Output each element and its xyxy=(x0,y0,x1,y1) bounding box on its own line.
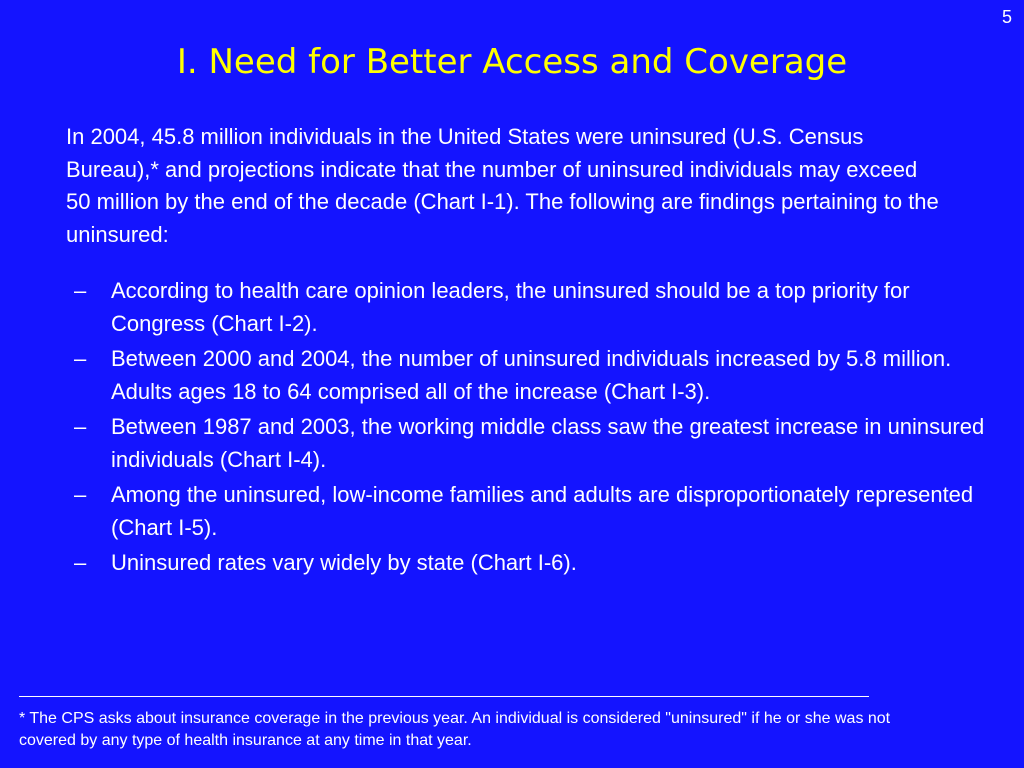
dash-bullet: – xyxy=(74,414,87,439)
slide-number: 5 xyxy=(1001,7,1012,27)
finding-text: Uninsured rates vary widely by state (Chart I-6). xyxy=(111,550,577,575)
finding-item xyxy=(74,275,994,340)
finding-item xyxy=(74,343,994,408)
dash-bullet: – xyxy=(74,278,87,303)
dash-bullet: – xyxy=(74,346,87,371)
finding-item xyxy=(74,411,994,476)
dash-bullet: – xyxy=(74,550,87,575)
finding-item xyxy=(74,479,994,544)
finding-text: Between 1987 and 2003, the working middle class saw the greatest increase in uninsured individuals (Chart I-4). xyxy=(111,414,985,472)
finding-text: Among the uninsured, low-income families and adults are disproportionately represented (Chart I-5). xyxy=(111,482,974,540)
finding-item xyxy=(74,547,994,580)
footnote-divider xyxy=(19,696,869,697)
finding-text: According to health care opinion leaders, the uninsured should be a top priority for Congress (Chart I-2). xyxy=(111,278,910,336)
footnote: * The CPS asks about insurance coverage in the previous year. An individual is considered "uninsured" if he or she was not covered by any type of health insurance at any time in that year. xyxy=(19,710,891,749)
finding-text: Between 2000 and 2004, the number of uninsured individuals increased by 5.8 million. Adults ages 18 to 64 comprised all of the increase (Chart I-3). xyxy=(111,346,952,404)
dash-bullet: – xyxy=(74,482,87,507)
slide-title: I. Need for Better Access and Coverage xyxy=(176,42,848,82)
findings-list xyxy=(74,275,994,583)
intro-paragraph: In 2004, 45.8 million individuals in the United States were uninsured (U.S. Census Bureau),* and projections indicate that the number of uninsured individuals may exceed 50 million by the end of the decade (Chart I-1). The following are findings pertaining to the uninsured: xyxy=(66,124,939,247)
